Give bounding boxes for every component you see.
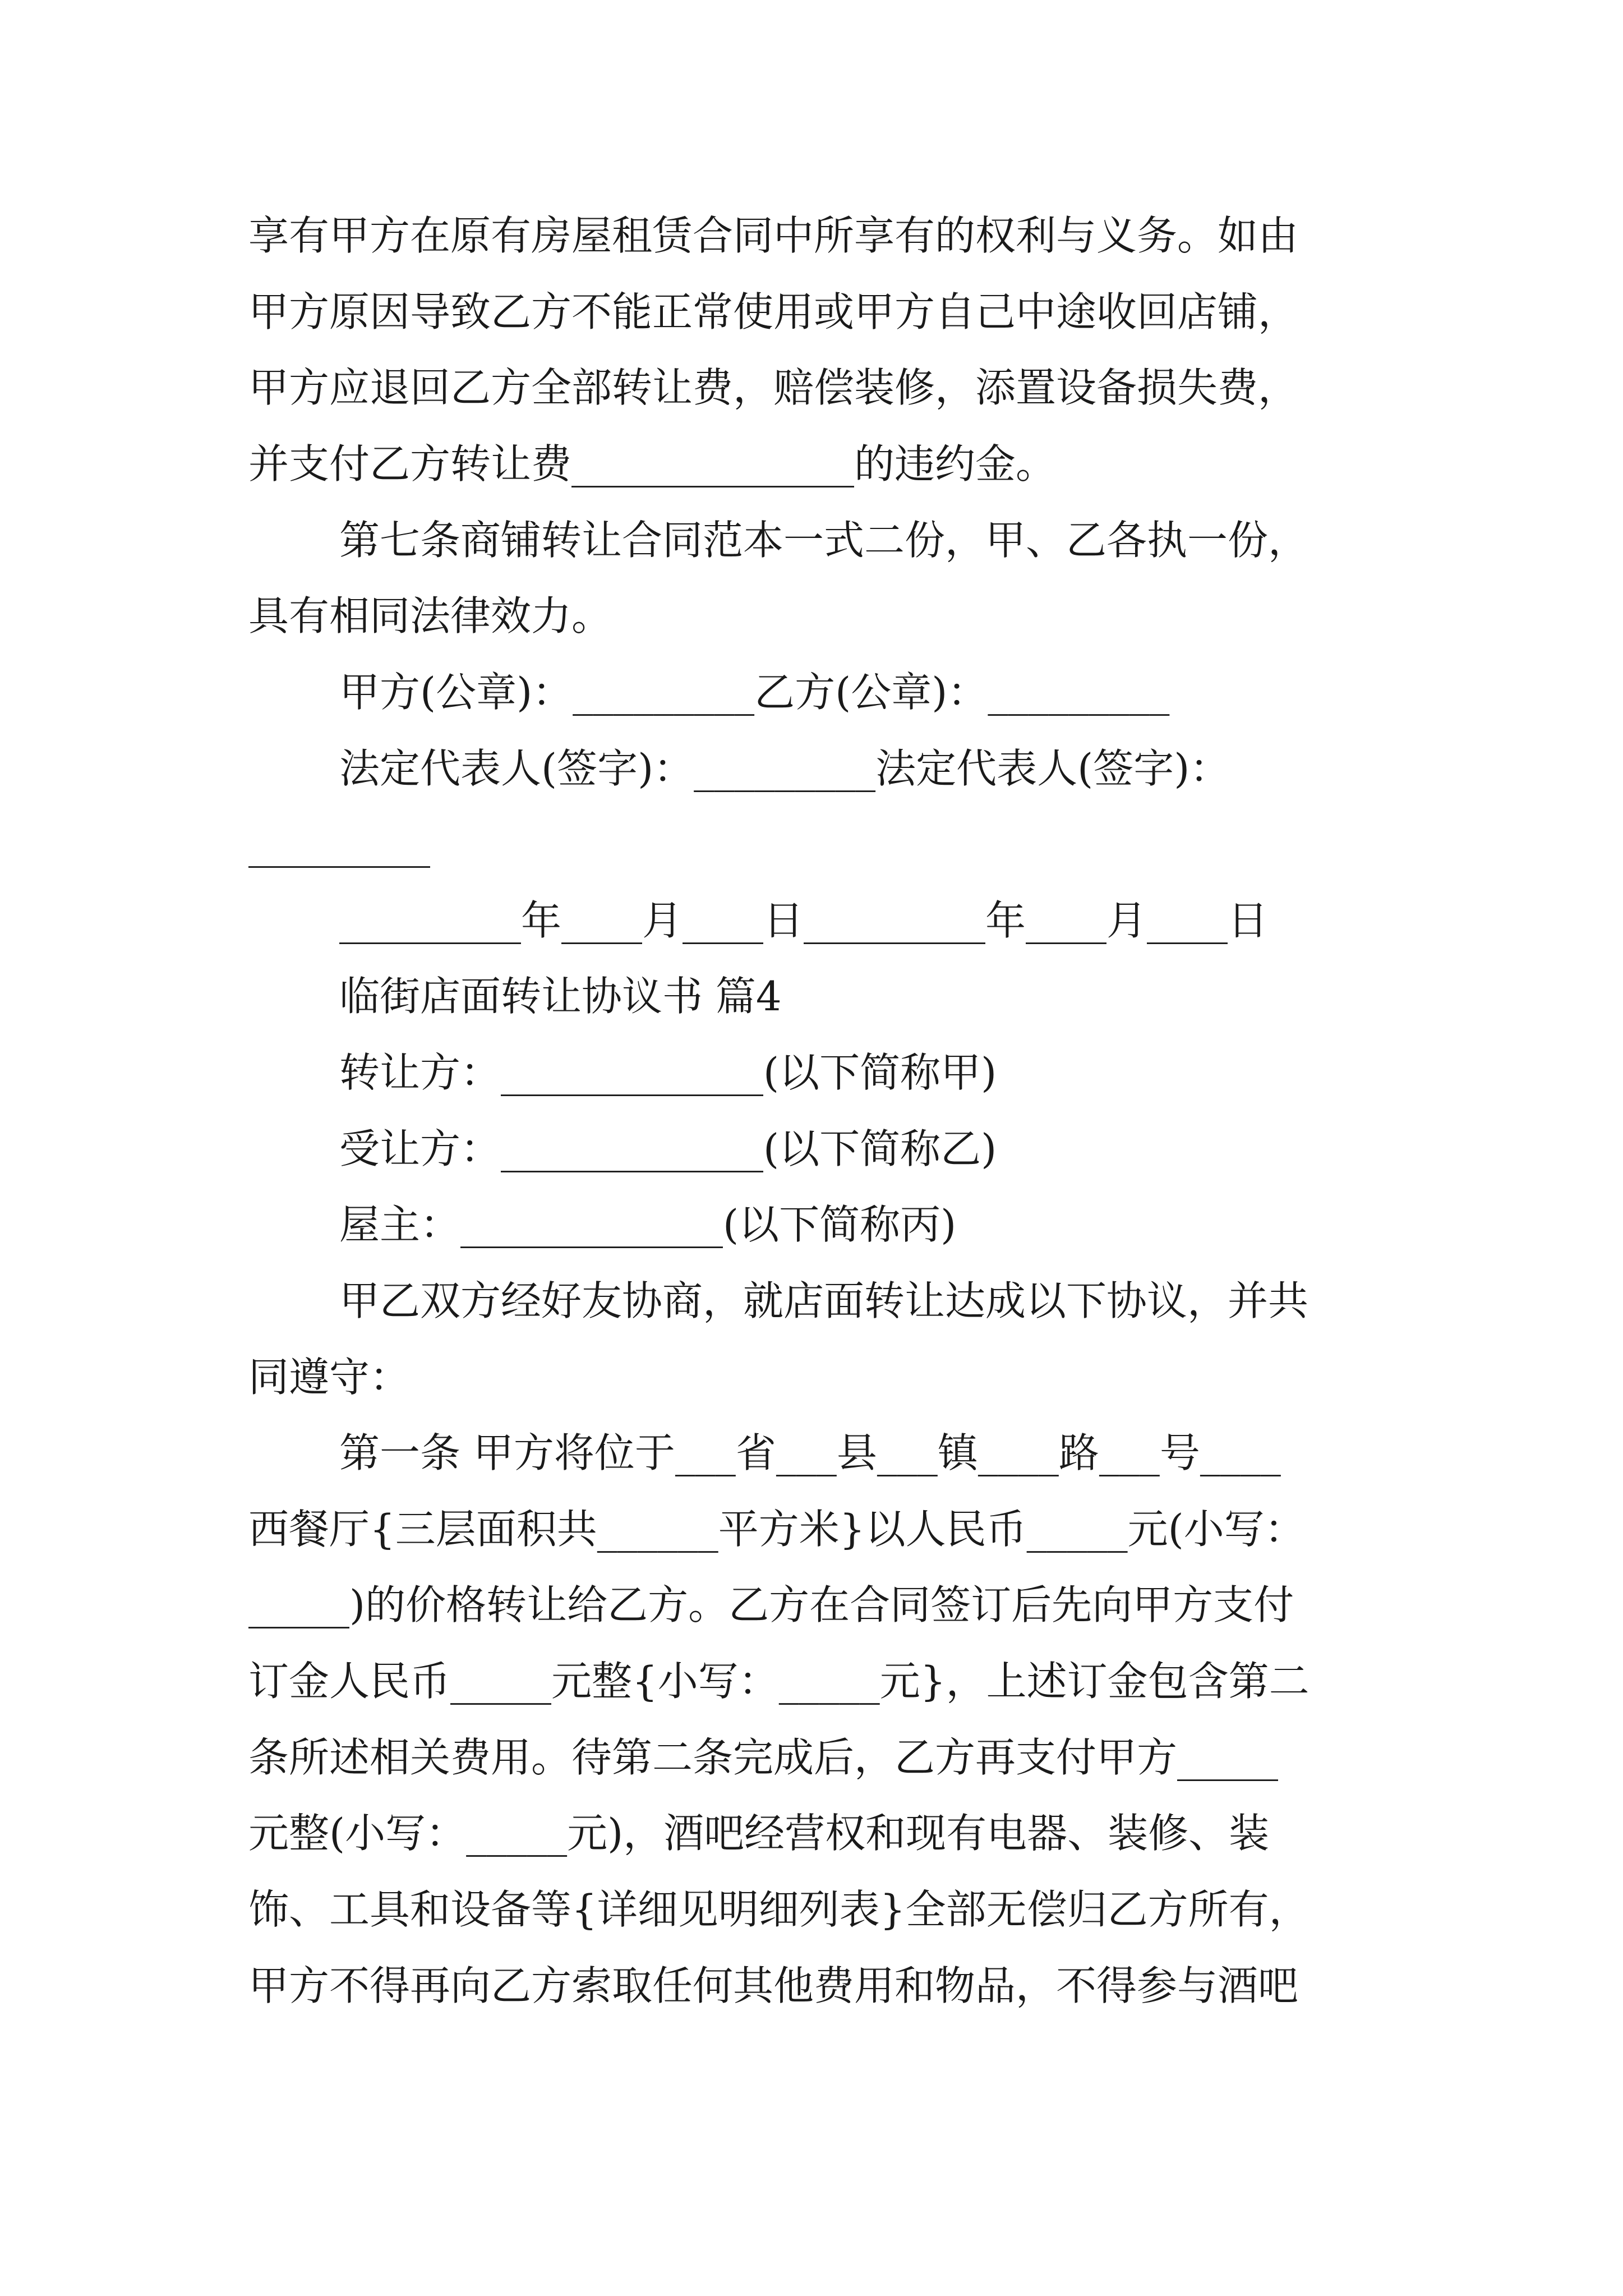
paragraph-line: 甲乙双方经好友协商，就店面转让达成以下协议，并共 [339, 1277, 1309, 1324]
date-line: _________年____月____日_________年____月____日 [339, 897, 1268, 944]
paragraph-line: 元整(小写：_____元)，酒吧经营权和现有电器、装修、装 [248, 1810, 1270, 1857]
paragraph-line: 条所述相关费用。待第二条完成后，乙方再支付甲方_____ [248, 1734, 1279, 1781]
article-one-line: 第一条 甲方将位于___省___县___镇____路___号____ [339, 1429, 1281, 1476]
paragraph-line: 同遵守： [248, 1354, 411, 1401]
paragraph-line: 具有相同法律效力。 [248, 592, 612, 639]
transferor-line: 转让方：_____________(以下简称甲) [339, 1049, 997, 1096]
paragraph-line: 订金人民币_____元整{小写：_____元}，上述订金包含第二 [248, 1658, 1310, 1705]
paragraph-line: 西餐厅{三层面积共______平方米}以人民币_____元(小写： [248, 1506, 1305, 1553]
landlord-line: 屋主：_____________(以下简称丙) [339, 1201, 957, 1248]
paragraph-line: 饰、工具和设备等{详细见明细列表}全部无偿归乙方所有， [248, 1886, 1310, 1933]
paragraph-line: 并支付乙方转让费______________的违约金。 [248, 440, 1057, 487]
article-seven-line: 第七条商铺转让合同范本一式二份，甲、乙各执一份， [339, 517, 1309, 564]
legal-representative-line: 法定代表人(签字)：_________法定代表人(签字)： [339, 745, 1230, 792]
paragraph-line: 甲方应退回乙方全部转让费，赔偿装修，添置设备损失费， [248, 364, 1299, 411]
paragraph-line: 享有甲方在原有房屋租赁合同中所享有的权利与义务。如由 [248, 212, 1299, 259]
section-heading: 临街店面转让协议书 篇4 [339, 973, 782, 1020]
paragraph-line: 甲方不得再向乙方索取任何其他费用和物品，不得参与酒吧 [248, 1962, 1299, 2009]
paragraph-line: 甲方原因导致乙方不能正常使用或甲方自己中途收回店铺， [248, 288, 1299, 335]
signature-blank-line: _________ [248, 821, 430, 868]
transferee-line: 受让方：_____________(以下简称乙) [339, 1125, 997, 1172]
party-seal-line: 甲方(公章)：_________乙方(公章)：_________ [339, 669, 1170, 716]
paragraph-line: _____)的价格转让给乙方。乙方在合同签订后先向甲方支付 [248, 1581, 1294, 1628]
